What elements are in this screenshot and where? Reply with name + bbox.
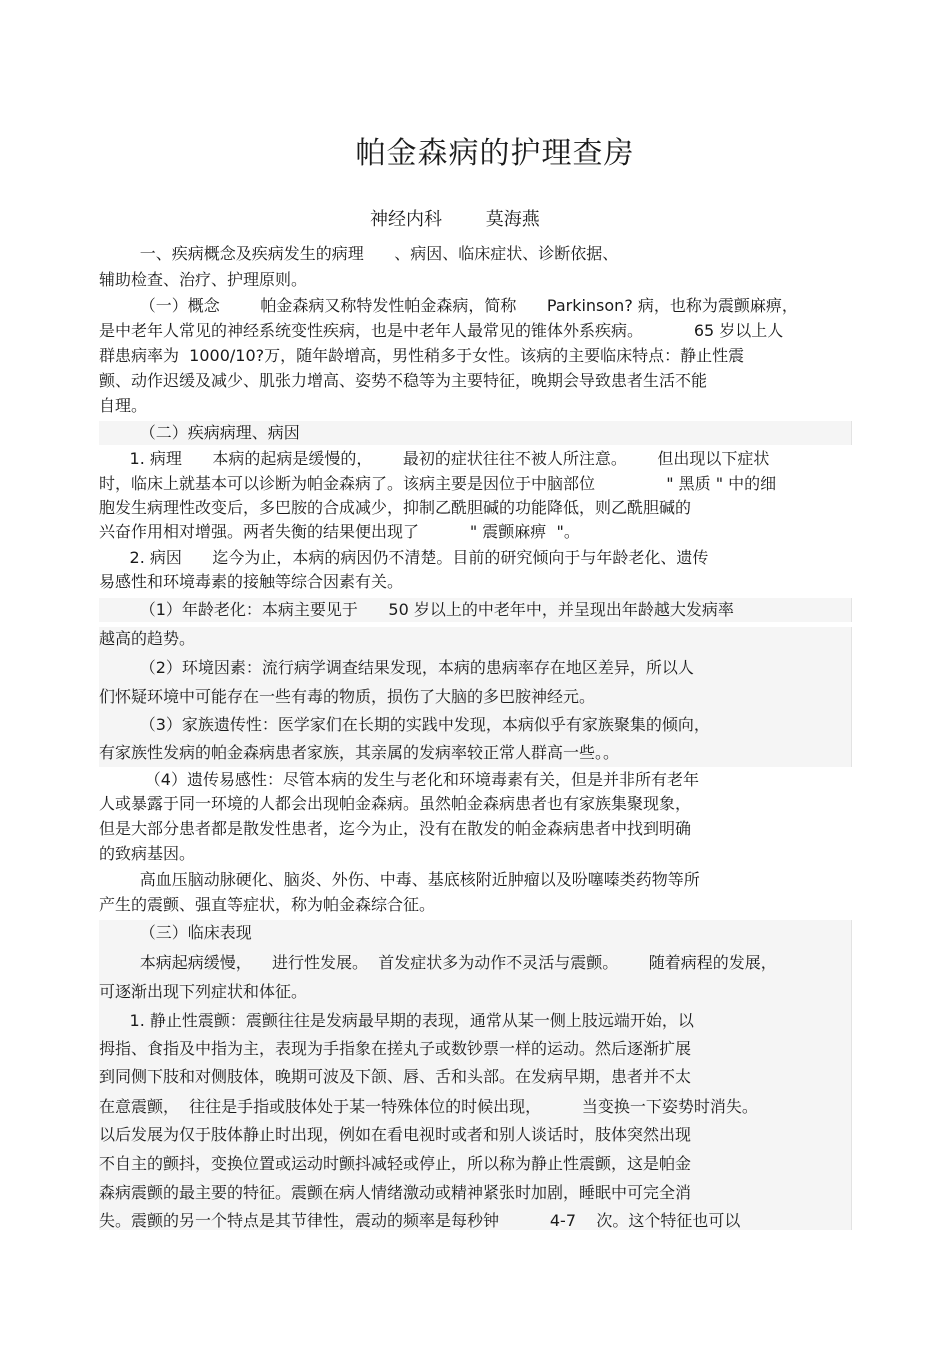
author-department: 神经内科 xyxy=(370,209,442,230)
text-line: 辅助检查、治疗、护理原则。 xyxy=(99,270,308,289)
text-line: （2）环境因素：流行病学调查结果发现，本病的患病率存在地区差异，所以人 xyxy=(99,658,694,677)
text-line: 时，临床上就基本可以诊断为帕金森病了。该病主要是因位于中脑部位 " 黑质 " 中的细 xyxy=(99,474,777,493)
text-line: 以后发展为仅于肢体静止时出现，例如在看电视时或者和别人谈话时，肢体突然出现 xyxy=(99,1125,692,1144)
text-line: 但是大部分患者都是散发性患者，迄今为止，没有在散发的帕金森病患者中找到明确 xyxy=(99,819,692,838)
text-line: 本病起病缓慢， 进行性发展。 首发症状多为动作不灵活与震颤。 随着病程的发展， xyxy=(99,953,777,972)
text-line: 兴奋作用相对增强。两者失衡的结果便出现了 " 震颤麻痹 "。 xyxy=(99,522,580,541)
text-line: 越高的趋势。 xyxy=(99,629,196,648)
text-line: 自理。 xyxy=(99,396,148,415)
text-line: （3）家族遗传性：医学家们在长期的实践中发现，本病似乎有家族聚集的倾向， xyxy=(99,715,710,734)
text-line: 2. 病因 迄今为止，本病的病因仍不清楚。目前的研究倾向于与年龄老化、遗传 xyxy=(99,548,709,567)
author-name: 莫海燕 xyxy=(485,209,540,230)
text-line: 高血压脑动脉硬化、脑炎、外伤、中毒、基底核附近肿瘤以及吩噻嗪类药物等所 xyxy=(99,870,700,889)
text-line: 在意震颤， 往往是手指或肢体处于某一特殊体位的时候出现， 当变换一下姿势时消失。 xyxy=(99,1097,758,1116)
text-line: （一）概念 帕金森病又称特发性帕金森病，简称 Parkinson? 病，也称为震颤麻痹， xyxy=(99,296,798,315)
text-line: 可逐渐出现下列症状和体征。 xyxy=(99,982,308,1001)
text-line: 群患病率为 1000/10?万，随年龄增高，男性稍多于女性。该病的主要临床特点：静止性震 xyxy=(99,346,745,365)
text-line: 不自主的颤抖，变换位置或运动时颤抖减轻或停止，所以称为静止性震颤，这是帕金 xyxy=(99,1154,692,1173)
text-line: 森病震颤的最主要的特征。震颤在病人情绪激动或精神紧张时加剧，睡眠中可完全消 xyxy=(99,1183,692,1202)
text-line: 一、疾病概念及疾病发生的病理 、病因、临床症状、诊断依据、 xyxy=(99,244,619,263)
text-line: 人或暴露于同一环境的人都会出现帕金森病。虽然帕金森病患者也有家族集聚现象， xyxy=(99,794,692,813)
text-line: 颤、动作迟缓及减少、肌张力增高、姿势不稳等为主要特征，晚期会导致患者生活不能 xyxy=(99,371,708,390)
text-line: 失。震颤的另一个特点是其节律性，震动的频率是每秒钟 4-7 次。这个特征也可以 xyxy=(99,1211,741,1230)
text-line: 有家族性发病的帕金森病患者家族，其亲属的发病率较正常人群高一些。。 xyxy=(99,743,620,762)
text-line: 胞发生病理性改变后，多巴胺的合成减少，抑制乙酰胆碱的功能降低，则乙酰胆碱的 xyxy=(99,498,692,517)
page-title: 帕金森病的护理查房 xyxy=(355,136,635,171)
text-line: （1）年龄老化：本病主要见于 50 岁以上的中老年中，并呈现出年龄越大发病率 xyxy=(99,600,734,619)
section-heading: （三）临床表现 xyxy=(99,923,252,942)
text-line: 拇指、食指及中指为主，表现为手指象在搓丸子或数钞票一样的运动。然后逐渐扩展 xyxy=(99,1039,692,1058)
text-line: 们怀疑环境中可能存在一些有毒的物质，损伤了大脑的多巴胺神经元。 xyxy=(99,687,596,706)
text-line: 是中老年人常见的神经系统变性疾病，也是中老年人最常见的锥体外系疾病。 65 岁以上人 xyxy=(99,321,784,340)
author-line xyxy=(370,205,540,231)
text-line: 到同侧下肢和对侧肢体，晚期可波及下颌、唇、舌和头部。在发病早期，患者并不太 xyxy=(99,1067,692,1086)
text-line: 产生的震颤、强直等症状，称为帕金森综合征。 xyxy=(99,895,436,914)
text-line: 易感性和环境毒素的接触等综合因素有关。 xyxy=(99,572,404,591)
text-line: 1. 病理 本病的起病是缓慢的， 最初的症状往往不被人所注意。 但出现以下症状 xyxy=(99,449,770,468)
text-line: 的致病基因。 xyxy=(99,844,196,863)
text-line: （4）遗传易感性：尽管本病的发生与老化和环境毒素有关，但是并非所有老年 xyxy=(99,770,699,789)
text-line: 1. 静止性震颤：震颤往往是发病最早期的表现，通常从某一侧上肢远端开始，以 xyxy=(99,1011,694,1030)
section-heading: （二）疾病病理、病因 xyxy=(99,423,300,442)
